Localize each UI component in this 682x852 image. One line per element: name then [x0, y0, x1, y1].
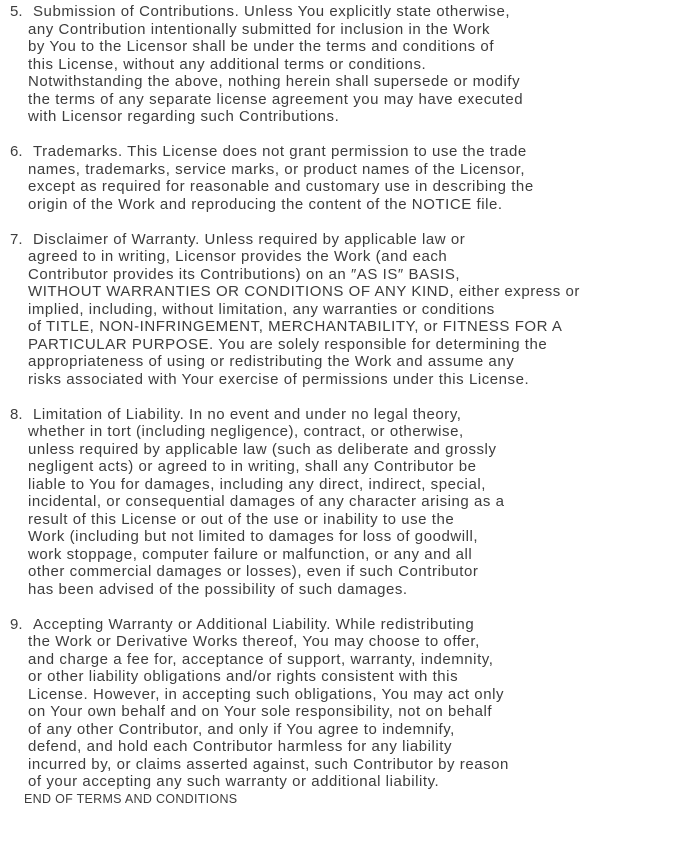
- line-text: names, trademarks, service marks, or product names of the Licensor,: [28, 160, 526, 178]
- line-text: WITHOUT WARRANTIES OR CONDITIONS OF ANY KIND, either express or: [28, 283, 580, 300]
- line-text: other commercial damages or losses), even if such Contributor: [28, 563, 479, 580]
- section-first-line: [0, 143, 682, 161]
- section-number: 7.: [10, 230, 23, 248]
- license-section-9: [0, 616, 682, 791]
- section-number: 5.: [10, 3, 23, 20]
- line-text: the terms of any separate license agreement you may have executed: [28, 90, 524, 108]
- line-text: of any other Contributor, and only if You agree to indemnify,: [28, 720, 455, 738]
- line-text: work stoppage, computer failure or malfunction, or any and all: [28, 545, 473, 563]
- line-text: Contributor provides its Contributions) on an ″AS IS″ BASIS,: [28, 265, 461, 283]
- license-section-5: [0, 3, 682, 126]
- section-number: 9.: [10, 615, 23, 633]
- end-of-terms-line: END OF TERMS AND CONDITIONS: [24, 791, 238, 806]
- license-section-8: [0, 406, 682, 599]
- line-text: incurred by, or claims asserted against, such Contributor by reason: [28, 755, 509, 773]
- line-text: Submission of Contributions. Unless You explicitly state otherwise,: [33, 3, 511, 20]
- line-text: incidental, or consequential damages of any character arising as a: [28, 493, 505, 510]
- line-text: by You to the Licensor shall be under the terms and conditions of: [28, 38, 495, 55]
- line-text: Trademarks. This License does not grant permission to use the trade: [33, 143, 527, 160]
- line-text: Notwithstanding the above, nothing herein shall supersede or modify: [28, 73, 521, 90]
- license-section-6: [0, 143, 682, 213]
- line-text: this License, without any additional terms or conditions.: [28, 55, 427, 73]
- line-text: the Work or Derivative Works thereof, You may choose to offer,: [28, 633, 480, 650]
- section-number: 6.: [10, 143, 23, 160]
- line-text: implied, including, without limitation, any warranties or conditions: [28, 300, 495, 318]
- line-text: Work (including but not limited to damages for loss of goodwill,: [28, 528, 479, 545]
- line-text: agreed to in writing, Licensor provides the Work (and each: [28, 248, 448, 265]
- section-first-line: [0, 406, 682, 424]
- line-text: whether in tort (including negligence), contract, or otherwise,: [28, 423, 464, 440]
- line-text: liable to You for damages, including any direct, indirect, special,: [28, 475, 486, 493]
- line-text: appropriateness of using or redistributing the Work and assume any: [28, 353, 515, 370]
- line-text: has been advised of the possibility of such damages.: [28, 580, 408, 598]
- line-text: of TITLE, NON-INFRINGEMENT, MERCHANTABILITY, or FITNESS FOR A: [28, 318, 563, 335]
- line-text: result of this License or out of the use or inability to use the: [28, 510, 455, 528]
- line-text: of your accepting any such warranty or additional liability.: [28, 773, 440, 790]
- line-text: unless required by applicable law (such as deliberate and grossly: [28, 440, 497, 458]
- license-section-7: [0, 231, 682, 389]
- line-text: negligent acts) or agreed to in writing, shall any Contributor be: [28, 458, 477, 475]
- section-number: 8.: [10, 405, 23, 423]
- line-text: and charge a fee for, acceptance of support, warranty, indemnity,: [28, 650, 494, 668]
- line-text: License. However, in accepting such obligations, You may act only: [28, 685, 505, 703]
- line-text: or other liability obligations and/or rights consistent with this: [28, 668, 459, 685]
- line-text: on Your own behalf and on Your sole responsibility, not on behalf: [28, 703, 493, 720]
- line-text: with Licensor regarding such Contributions.: [28, 108, 340, 125]
- line-text: origin of the Work and reproducing the content of the NOTICE file.: [28, 195, 503, 213]
- line-text: except as required for reasonable and customary use in describing the: [28, 178, 534, 195]
- section-first-line: [0, 231, 682, 249]
- line-text: risks associated with Your exercise of permissions under this License.: [28, 370, 530, 388]
- license-sections: [0, 3, 682, 791]
- line-text: any Contribution intentionally submitted for inclusion in the Work: [28, 20, 491, 38]
- section-first-line: [0, 3, 682, 21]
- line-text: defend, and hold each Contributor harmless for any liability: [28, 738, 453, 755]
- line-text: Accepting Warranty or Additional Liability. While redistributing: [33, 615, 475, 633]
- section-first-line: [0, 616, 682, 634]
- line-text: PARTICULAR PURPOSE. You are solely responsible for determining the: [28, 335, 548, 353]
- line-text: Disclaimer of Warranty. Unless required by applicable law or: [33, 230, 466, 248]
- line-text: Limitation of Liability. In no event and under no legal theory,: [33, 405, 462, 423]
